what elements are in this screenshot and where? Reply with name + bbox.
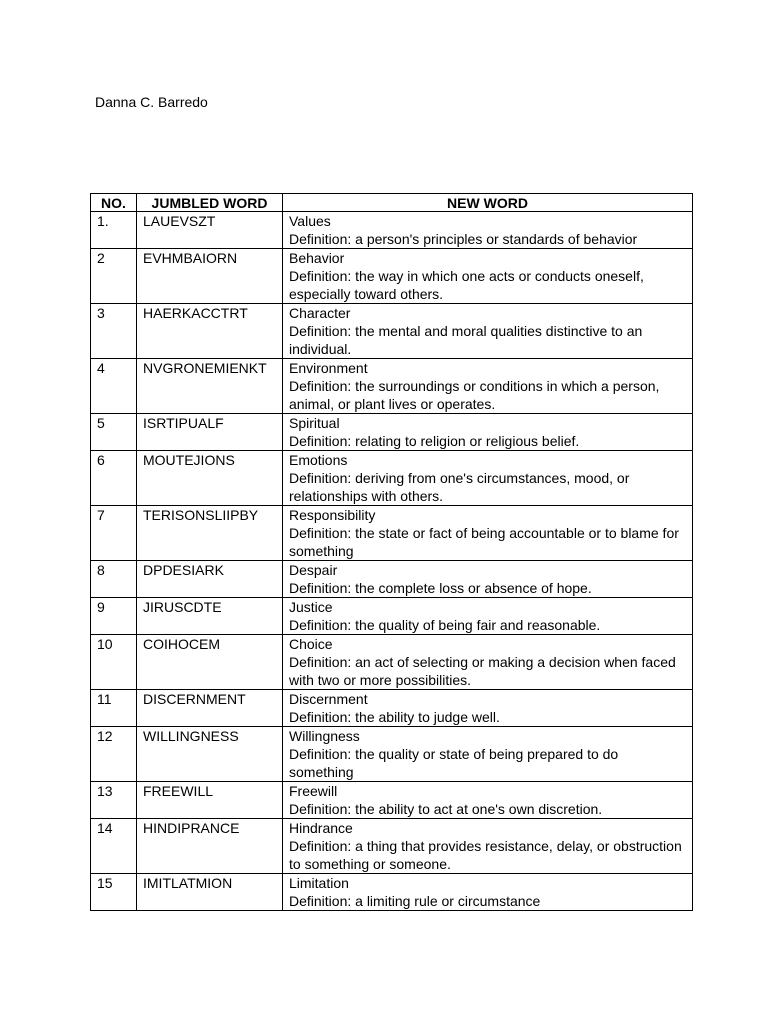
jumbled-word: DISCERNMENT (137, 690, 283, 727)
new-word: Hindrance (289, 820, 353, 836)
word-definition: Definition: the complete loss or absence of hope. (289, 580, 592, 596)
row-number: 8 (91, 561, 137, 598)
new-word: Environment (289, 360, 368, 376)
jumbled-word: TERISONSLIIPBY (137, 506, 283, 561)
jumbled-word: FREEWILL (137, 782, 283, 819)
word-definition: Definition: the way in which one acts or conducts oneself, especially toward others. (289, 268, 644, 302)
table-row (91, 506, 693, 561)
word-definition: Definition: the quality of being fair and reasonable. (289, 617, 601, 633)
new-word-cell (283, 212, 693, 249)
new-word: Emotions (289, 452, 348, 468)
jumbled-word: EVHMBAIORN (137, 249, 283, 304)
table-header-row (91, 194, 693, 212)
jumbled-word: NVGRONEMIENKT (137, 359, 283, 414)
row-number: 15 (91, 874, 137, 911)
jumbled-word: LAUEVSZT (137, 212, 283, 249)
new-word-cell (283, 782, 693, 819)
new-word-cell (283, 561, 693, 598)
word-definition: Definition: the state or fact of being accountable or to blame for something (289, 525, 679, 559)
new-word: Limitation (289, 875, 349, 891)
new-word-cell (283, 727, 693, 782)
word-definition: Definition: a person's principles or standards of behavior (289, 231, 638, 247)
table-row (91, 414, 693, 451)
table-row (91, 727, 693, 782)
table-row (91, 690, 693, 727)
row-number: 4 (91, 359, 137, 414)
new-word: Choice (289, 636, 333, 652)
new-word-cell (283, 451, 693, 506)
new-word-cell (283, 690, 693, 727)
author-name: Danna C. Barredo (95, 94, 208, 110)
new-word: Behavior (289, 250, 345, 266)
new-word: Values (289, 213, 331, 229)
jumbled-word: IMITLATMION (137, 874, 283, 911)
new-word-cell (283, 874, 693, 911)
table-row (91, 598, 693, 635)
table-row (91, 874, 693, 911)
table-row (91, 359, 693, 414)
header-new-word: NEW WORD (283, 194, 693, 212)
table-row (91, 635, 693, 690)
table-row (91, 212, 693, 249)
row-number: 13 (91, 782, 137, 819)
jumbled-word: MOUTEJIONS (137, 451, 283, 506)
table-row (91, 819, 693, 874)
word-definition: Definition: deriving from one's circumstances, mood, or relationships with others. (289, 470, 630, 504)
word-definition: Definition: relating to religion or religious belief. (289, 433, 580, 449)
jumbled-word: WILLINGNESS (137, 727, 283, 782)
new-word-cell (283, 414, 693, 451)
new-word: Spiritual (289, 415, 340, 431)
new-word-cell (283, 598, 693, 635)
table-body (91, 212, 693, 911)
word-definition: Definition: a thing that provides resistance, delay, or obstruction to something or someone. (289, 838, 682, 872)
row-number: 10 (91, 635, 137, 690)
new-word: Character (289, 305, 351, 321)
new-word: Justice (289, 599, 333, 615)
jumbled-word: HAERKACCTRT (137, 304, 283, 359)
new-word-cell (283, 304, 693, 359)
row-number: 5 (91, 414, 137, 451)
row-number: 6 (91, 451, 137, 506)
new-word-cell (283, 249, 693, 304)
new-word-cell (283, 635, 693, 690)
jumbled-word: ISRTIPUALF (137, 414, 283, 451)
row-number: 3 (91, 304, 137, 359)
table-row (91, 451, 693, 506)
new-word-cell (283, 359, 693, 414)
new-word: Despair (289, 562, 338, 578)
word-definition: Definition: a limiting rule or circumstance (289, 893, 541, 909)
table-row (91, 249, 693, 304)
word-definition: Definition: the surroundings or conditions in which a person, animal, or plant lives or operates. (289, 378, 660, 412)
row-number: 14 (91, 819, 137, 874)
jumbled-words-table (90, 193, 693, 911)
header-jumbled-word: JUMBLED WORD (137, 194, 283, 212)
word-definition: Definition: the ability to judge well. (289, 709, 500, 725)
row-number: 1. (91, 212, 137, 249)
row-number: 9 (91, 598, 137, 635)
table-row (91, 561, 693, 598)
table-row (91, 782, 693, 819)
jumbled-word: COIHOCEM (137, 635, 283, 690)
header-no: NO. (91, 194, 137, 212)
word-definition: Definition: an act of selecting or making a decision when faced with two or more possibilities. (289, 654, 676, 688)
word-definition: Definition: the ability to act at one's own discretion. (289, 801, 603, 817)
jumbled-word: DPDESIARK (137, 561, 283, 598)
new-word: Freewill (289, 783, 338, 799)
row-number: 12 (91, 727, 137, 782)
jumbled-word: HINDIPRANCE (137, 819, 283, 874)
new-word: Responsibility (289, 507, 376, 523)
new-word-cell (283, 819, 693, 874)
table-row (91, 304, 693, 359)
word-definition: Definition: the quality or state of being prepared to do something (289, 746, 619, 780)
new-word: Discernment (289, 691, 368, 707)
new-word-cell (283, 506, 693, 561)
jumbled-word: JIRUSCDTE (137, 598, 283, 635)
row-number: 7 (91, 506, 137, 561)
word-definition: Definition: the mental and moral qualities distinctive to an individual. (289, 323, 643, 357)
row-number: 11 (91, 690, 137, 727)
new-word: Willingness (289, 728, 360, 744)
row-number: 2 (91, 249, 137, 304)
